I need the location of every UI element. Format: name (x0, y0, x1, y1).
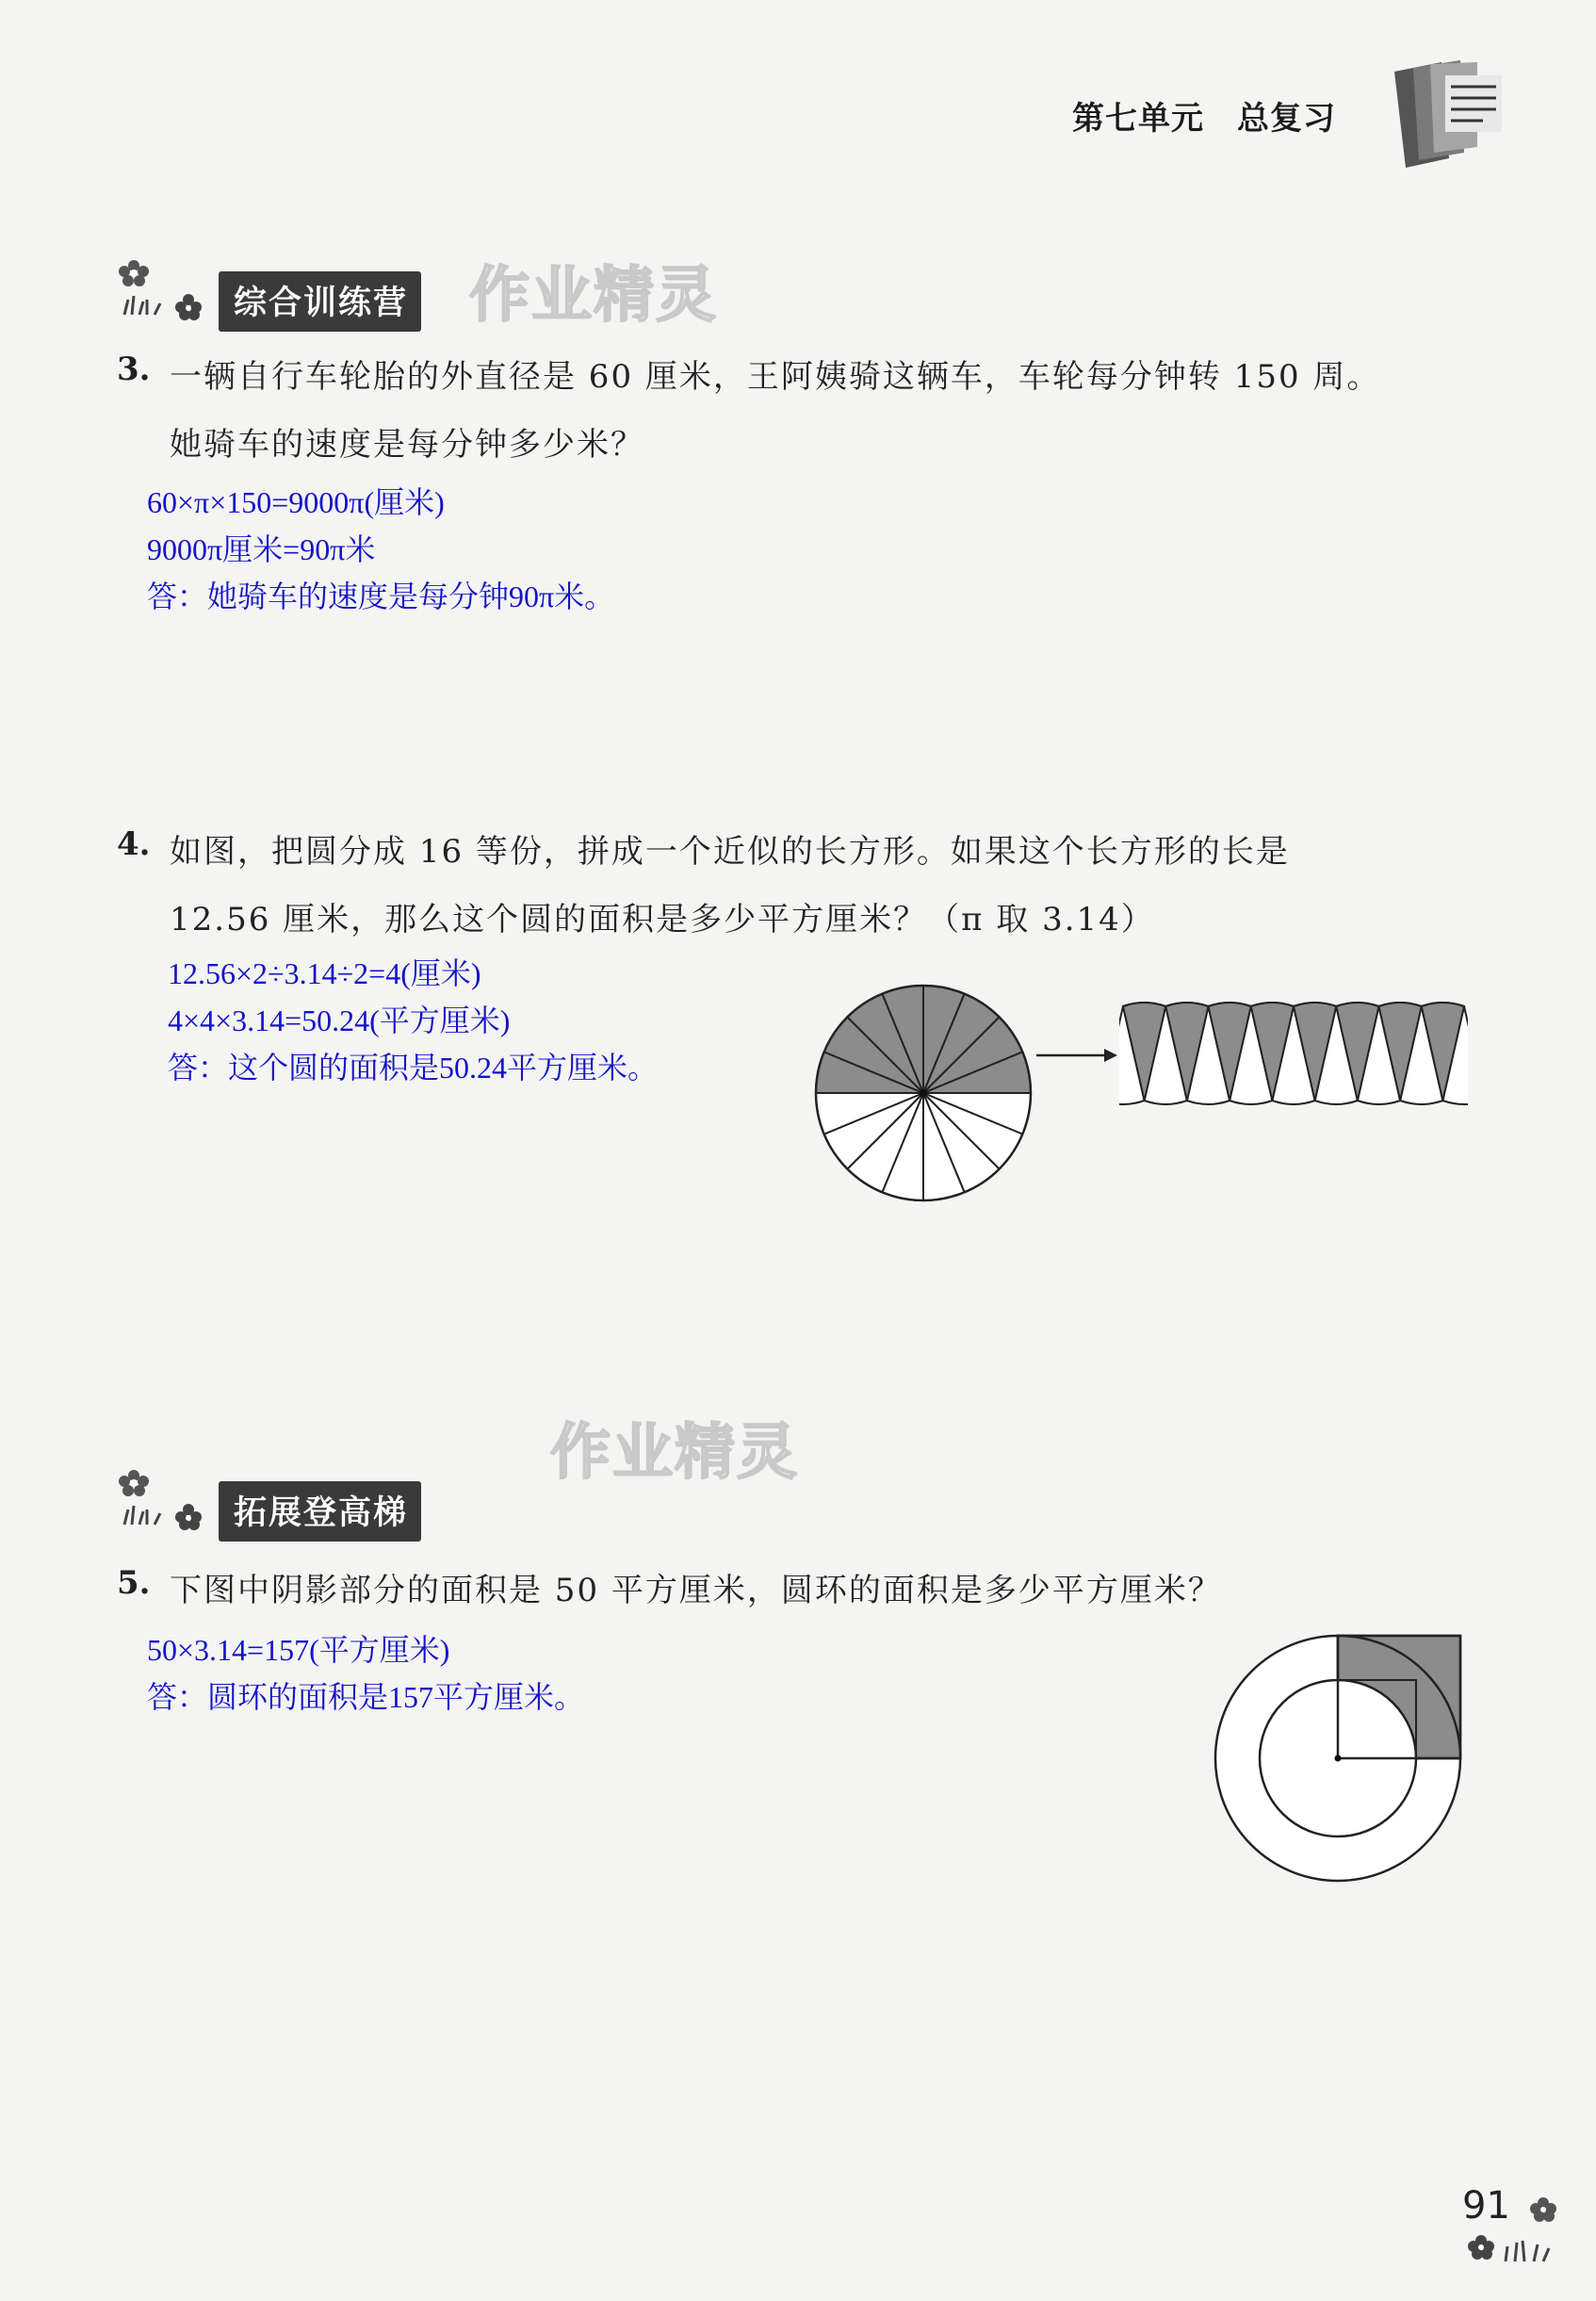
answer-line: 9000π厘米=90π米 (147, 532, 376, 566)
arrow-right-icon (1034, 1044, 1119, 1067)
answer-line: 12.56×2÷3.14÷2=4(厘米) (168, 956, 481, 990)
answer-line: 答：这个圆的面积是50.24平方厘米。 (168, 1051, 659, 1085)
question-number: 3. (117, 351, 151, 388)
flower-grass-icon (1462, 2195, 1575, 2271)
section-badge: 综合训练营 (219, 271, 421, 332)
section-badge: 拓展登高梯 (219, 1481, 421, 1542)
question-text: 12.56 厘米，那么这个圆的面积是多少平方厘米？（π 取 3.14） (170, 901, 1155, 938)
question-text: 下图中阴影部分的面积是 50 平方厘米，圆环的面积是多少平方厘米？ (170, 1572, 1222, 1609)
question-text: 如图，把圆分成 16 等份，拼成一个近似的长方形。如果这个长方形的长是 (170, 833, 1290, 871)
watermark: 作业精灵 (469, 261, 718, 331)
watermark: 作业精灵 (550, 1418, 799, 1488)
annulus-figure (1206, 1630, 1479, 1894)
answer-line: 答：她骑车的速度是每分钟90π米。 (147, 579, 615, 613)
answer-line: 4×4×3.14=50.24(平方厘米) (168, 1004, 511, 1037)
flower-grass-icon (115, 253, 213, 322)
question-number: 5. (117, 1564, 151, 1602)
question-text: 她骑车的速度是每分钟多少米？ (170, 426, 644, 464)
approximate-rectangle-figure (1119, 997, 1468, 1110)
question-number: 4. (117, 825, 151, 863)
answer-line: 60×π×150=9000π(厘米) (147, 485, 445, 519)
unit-title: 第七单元 总复习 (1072, 100, 1336, 138)
question-text: 一辆自行车轮胎的外直径是 60 厘米，王阿姨骑这辆车，车轮每分钟转 150 周。 (170, 358, 1381, 396)
book-icon (1385, 55, 1507, 177)
answer-line: 50×3.14=157(平方厘米) (147, 1633, 450, 1667)
page-number: 91 (1462, 2184, 1510, 2228)
divided-circle-figure (810, 980, 1036, 1206)
answer-line: 答：圆环的面积是157平方厘米。 (147, 1680, 585, 1714)
flower-grass-icon (115, 1462, 213, 1532)
